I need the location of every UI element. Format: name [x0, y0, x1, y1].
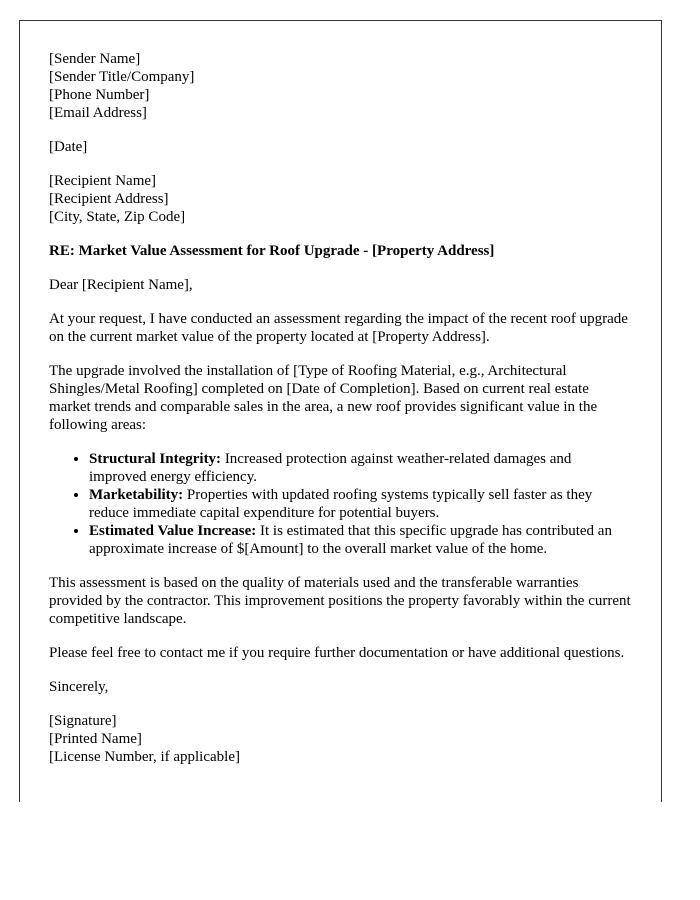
body-paragraph-3: This assessment is based on the quality of materials used and the transferable warranties provided by the contractor. This improvement positions the property favorably within the current competitive landscape. — [49, 575, 631, 627]
list-item-text: It is estimated that this specific upgrade has contributed an approximate increase of $[Amount] to the overall market value of the home. — [89, 523, 612, 557]
sender-email: [Email Address] — [49, 105, 147, 121]
closing: Sincerely, — [49, 679, 109, 695]
list-item-term: Estimated Value Increase: — [89, 523, 257, 539]
list-item — [89, 486, 632, 522]
recipient-city: [City, State, Zip Code] — [49, 209, 186, 225]
list-item — [89, 450, 632, 486]
value-areas-list — [49, 450, 632, 558]
letter-date: [Date] — [49, 139, 88, 155]
body-paragraph-4: Please feel free to contact me if you require further documentation or have additional questions. — [49, 645, 625, 661]
list-item-text: Properties with updated roofing systems typically sell faster as they reduce immediate capital expenditure for potential buyers. — [89, 487, 593, 521]
sender-title: [Sender Title/Company] — [49, 69, 195, 85]
body-paragraph-2: The upgrade involved the installation of [Type of Roofing Material, e.g., Architectural Shingles/Metal Roofing] completed on [Date of Completion]. Based on current real estate market trends and comparable sales in the area, a new roof provides significant value in the following areas: — [49, 363, 598, 433]
list-item — [89, 522, 632, 558]
subject-line — [49, 242, 632, 260]
printed-name: [Printed Name] — [49, 731, 142, 747]
list-item-term: Structural Integrity: — [89, 451, 222, 467]
recipient-block — [49, 172, 632, 226]
list-item-term: Marketability: — [89, 487, 184, 503]
sender-phone: [Phone Number] — [49, 87, 150, 103]
sender-block — [49, 50, 632, 122]
body-paragraph-1: At your request, I have conducted an assessment regarding the impact of the recent roof upgrade on the current market value of the property located at [Property Address]. — [49, 311, 628, 345]
recipient-name: [Recipient Name] — [49, 173, 157, 189]
subject-text: RE: Market Value Assessment for Roof Upgrade - [Property Address] — [49, 243, 495, 259]
salutation: Dear [Recipient Name], — [49, 277, 193, 293]
license-number: [License Number, if applicable] — [49, 749, 240, 765]
signature: [Signature] — [49, 713, 117, 729]
recipient-address: [Recipient Address] — [49, 191, 169, 207]
sender-name: [Sender Name] — [49, 51, 141, 67]
list-item-text: Increased protection against weather-related damages and improved energy efficiency. — [89, 451, 572, 485]
letter-page — [19, 20, 662, 802]
signature-block — [49, 712, 632, 766]
